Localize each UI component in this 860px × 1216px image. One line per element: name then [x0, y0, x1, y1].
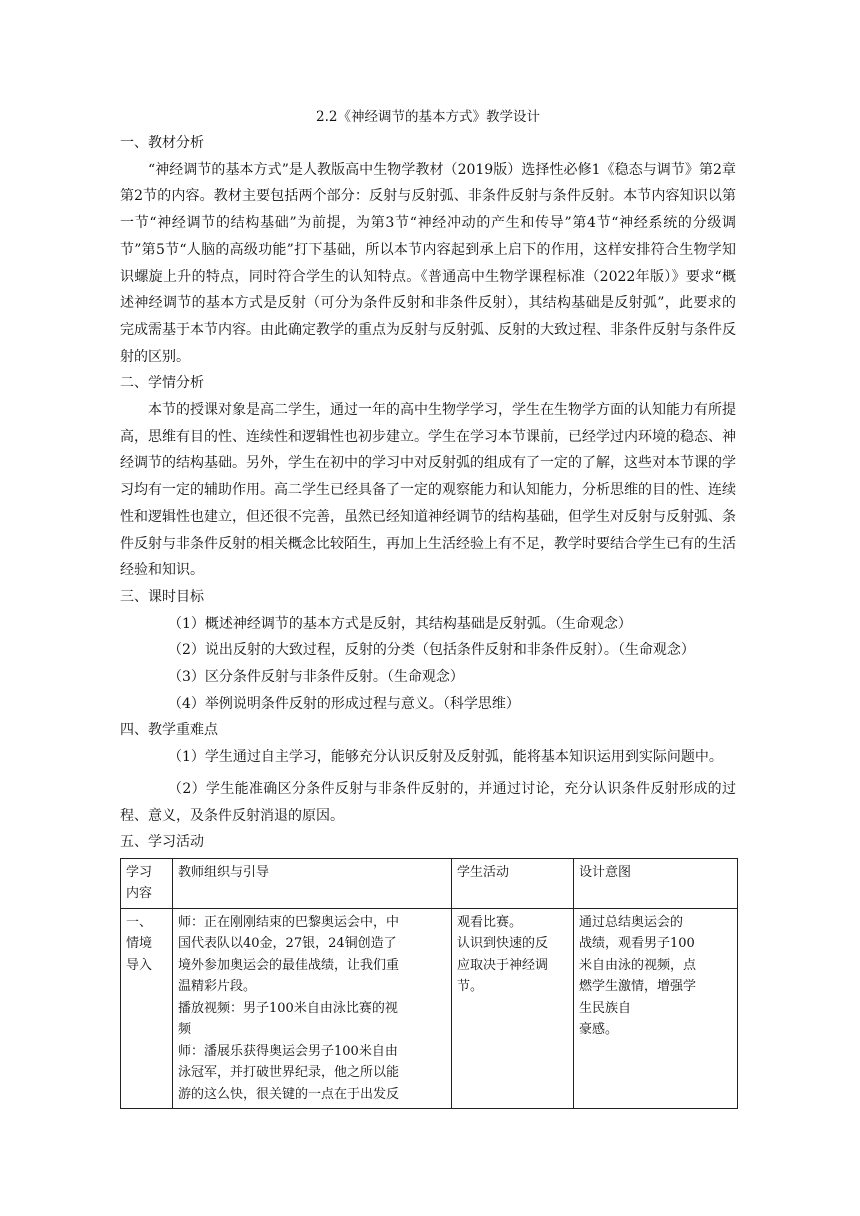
objective-item: （3）区分条件反射与非条件反射。（生命观念）	[168, 669, 464, 686]
cell-line: 播放视频：男子100米自由泳比赛的视	[178, 1000, 398, 1016]
cell-line: 师：正在刚刚结束的巴黎奥运会中，中	[178, 914, 400, 930]
cell-line: 一、	[126, 914, 153, 930]
cell-line: 豪感。	[579, 1022, 619, 1038]
cell-teacher-guidance	[173, 908, 452, 1109]
learning-activity-table	[120, 858, 738, 1110]
cell-line: 国代表队以40金，27银，24铜创造了	[178, 936, 397, 952]
objective-item: （4）举例说明条件反射的形成过程与意义。（科学思维）	[168, 695, 520, 712]
cell-line: 情境	[126, 936, 153, 952]
cell-line: 师：潘展乐获得奥运会男子100米自由	[178, 1043, 398, 1059]
objective-item: （2）说出反射的大致过程，反射的分类（包括条件反射和非条件反射）。（生命观念）	[168, 642, 695, 659]
cell-line: 节。	[457, 979, 484, 995]
cell-learning-content	[121, 908, 173, 1109]
header-design-intent: 设计意图	[574, 858, 738, 908]
textbook-analysis-paragraph: “神经调节的基本方式”是人教版高中生物学教材（2019版）选择性必修1《稳态与调节》第2章第2节的内容。教材主要包括两个部分：反射与反射弧、非条件反射与条件反射。本节内容知识以第一节“神经调节的结构基础”为前提，为第3节“神经冲动的产生和传导”第4节“神经系统的分级调节”第5节“人脑的高级功能”打下基础，所以本节内容起到承上启下的作用，这样安排符合生物学知识螺旋上升的特点，同时符合学生的认知特点。《普通高中生物学课程标准（2022年版）》要求“概述神经调节的基本方式是反射（可分为条件反射和非条件反射），其结构基础是反射弧”，此要求的完成需基于本节内容。由此确定教学的重点为反射与反射弧、反射的大致过程、非条件反射与条件反射的区别。	[120, 161, 736, 365]
cell-line: 米自由泳的视频，点	[579, 957, 697, 973]
cell-line: 频	[178, 1022, 192, 1038]
objective-item: （1）概述神经调节的基本方式是反射，其结构基础是反射弧。（生命观念）	[168, 615, 632, 632]
section-heading-key-difficulties: 四、教学重难点	[120, 722, 218, 739]
cell-line: 温精彩片段。	[178, 979, 257, 995]
cell-line: 应取决于神经调	[457, 957, 549, 973]
key-point-item: （2）学生能准确区分条件反射与非条件反射的，并通过讨论，充分认识条件反射形成的过程、意义，及条件反射消退的原因。	[120, 780, 736, 824]
key-point-item: （1）学生通过自主学习，能够充分认识反射及反射弧，能将基本知识运用到实际问题中。	[168, 749, 723, 766]
section-heading-student-analysis: 二、学情分析	[120, 375, 204, 392]
cell-line: 认识到快速的反	[457, 936, 549, 952]
cell-design-intent	[574, 908, 738, 1109]
header-learning-content	[121, 858, 173, 908]
cell-line: 生民族自	[579, 1000, 632, 1016]
cell-line: 燃学生激情，增强学	[579, 979, 697, 995]
cell-line: 境外参加奥运会的最佳战绩，让我们重	[178, 957, 400, 973]
header-line: 内容	[126, 886, 153, 902]
cell-line: 导入	[126, 957, 153, 973]
cell-line: 泳冠军，并打破世界纪录，他之所以能	[178, 1065, 400, 1081]
cell-student-activity	[452, 908, 574, 1109]
cell-line: 通过总结奥运会的	[579, 914, 684, 930]
document-content	[120, 104, 736, 1109]
header-line: 学习	[126, 864, 153, 880]
table-header-row	[121, 858, 738, 908]
header-teacher-guidance: 教师组织与引导	[173, 858, 452, 908]
section-heading-lesson-objectives: 三、课时目标	[120, 588, 204, 605]
table-row	[121, 908, 738, 1109]
section-heading-textbook-analysis: 一、教材分析	[120, 135, 204, 151]
student-analysis-paragraph: 本节的授课对象是高二学生，通过一年的高中生物学学习，学生在生物学方面的认知能力有所提高，思维有目的性、连续性和逻辑性也初步建立。学生在学习本节课前，已经学过内环境的稳态、神经调节的结构基础。另外，学生在初中的学习中对反射弧的组成有了一定的了解，这些对本节课的学习均有一定的辅助作用。高二学生已经具备了一定的观察能力和认知能力，分析思维的目的性、连续性和逻辑性也建立，但还很不完善，虽然已经知道神经调节的结构基础，但学生对反射与反射弧、条件反射与非条件反射的相关概念比较陌生，再加上生活经验上有不足，教学时要结合学生已有的生活经验和知识。	[120, 402, 736, 579]
cell-line: 观看比赛。	[457, 914, 523, 930]
document-title: 2.2《神经调节的基本方式》教学设计	[316, 109, 540, 125]
cell-line: 战绩，观看男子100	[579, 936, 695, 952]
section-heading-learning-activities: 五、学习活动	[120, 834, 204, 851]
header-student-activity: 学生活动	[452, 858, 574, 908]
cell-line: 游的这么快，很关键的一点在于出发反	[178, 1086, 400, 1102]
